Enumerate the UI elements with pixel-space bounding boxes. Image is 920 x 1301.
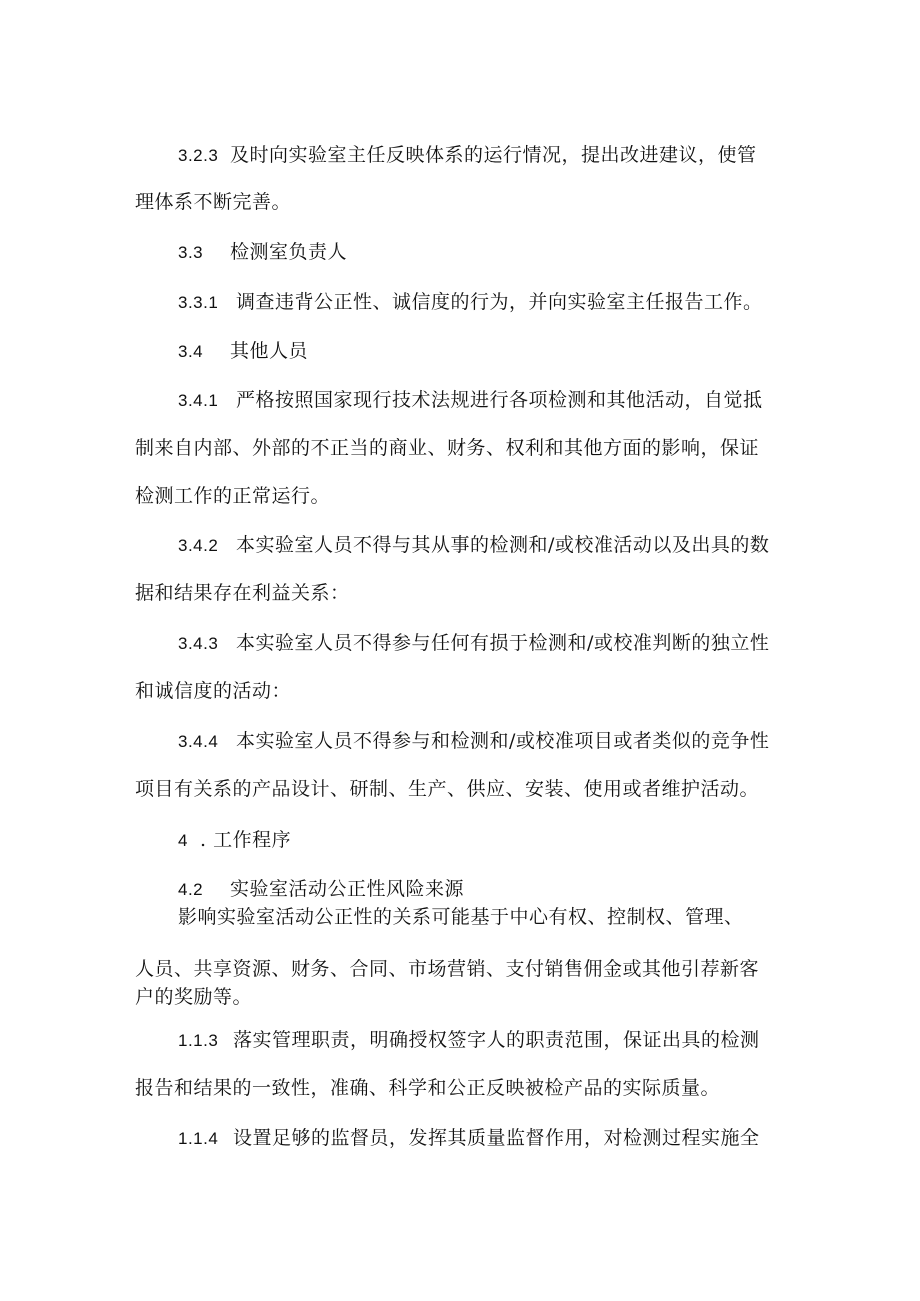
section-number: 3.4.1 (178, 391, 219, 410)
paragraph-3-4-3-line-1 (178, 630, 769, 657)
paragraph-text: 据和结果存在利益关系： (135, 582, 350, 604)
paragraph-text: 人员、共享资源、财务、合同、市场营销、支付销售佣金或其他引荐新客 (135, 958, 760, 980)
heading-text: 其他人员 (230, 340, 309, 362)
paragraph-risk-sources-line-3 (135, 984, 252, 1010)
heading-text: . 工作程序 (200, 829, 292, 851)
paragraph-3-3-1 (178, 289, 763, 316)
paragraph-text: 本实验室人员不得参与任何有损于检测和/或校准判断的独立性 (236, 632, 770, 654)
paragraph-3-4-1-line-3 (135, 483, 330, 509)
heading-4-2 (178, 876, 464, 903)
section-number: 4 (178, 831, 188, 850)
paragraph-text: 报告和结果的一致性，准确、科学和公正反映被检产品的实际质量。 (135, 1077, 721, 1099)
section-number: 4.2 (178, 880, 204, 899)
heading-text: 检测室负责人 (230, 241, 348, 263)
paragraph-1-1-3-line-1 (178, 1027, 760, 1054)
section-number: 3.3 (178, 243, 204, 262)
section-number: 1.1.4 (178, 1129, 219, 1148)
paragraph-risk-sources-line-1 (178, 904, 744, 930)
paragraph-text: 严格按照国家现行技术法规进行各项检测和其他活动，自觉抵 (236, 389, 763, 411)
section-number: 3.4.2 (178, 536, 219, 555)
paragraph-text: 项目有关系的产品设计、研制、生产、供应、安装、使用或者维护活动。 (135, 778, 760, 800)
paragraph-text: 设置足够的监督员，发挥其质量监督作用，对检测过程实施全 (233, 1127, 760, 1149)
paragraph-3-4-4-line-1 (178, 728, 769, 755)
section-number: 3.2.3 (178, 146, 219, 165)
paragraph-risk-sources-line-2 (135, 956, 759, 982)
paragraph-text: 本实验室人员不得参与和检测和/或校准项目或者类似的竞争性 (236, 730, 770, 752)
section-number: 3.3.1 (178, 293, 219, 312)
section-number: 3.4.4 (178, 732, 219, 751)
paragraph-text: 检测工作的正常运行。 (135, 485, 331, 507)
paragraph-text: 本实验室人员不得与其从事的检测和/或校准活动以及出具的数 (236, 534, 770, 556)
paragraph-3-4-2-line-1 (178, 532, 769, 559)
paragraph-text: 落实管理职责，明确授权签字人的职责范围，保证出具的检测 (233, 1029, 760, 1051)
section-number: 3.4 (178, 342, 204, 361)
section-number: 3.4.3 (178, 634, 219, 653)
paragraph-3-4-4-line-2 (135, 776, 759, 802)
paragraph-text: 调查违背公正性、诚信度的行为，并向实验室主任报告工作。 (236, 291, 763, 313)
paragraph-text: 制来自内部、外部的不正当的商业、财务、权利和其他方面的影响，保证 (135, 437, 760, 459)
paragraph-3-4-1-line-1 (178, 387, 763, 414)
paragraph-text: 影响实验室活动公正性的关系可能基于中心有权、控制权、管理、 (178, 906, 744, 928)
heading-3-4 (178, 338, 308, 365)
paragraph-text: 及时向实验室主任反映体系的运行情况，提出改进建议，使管 (230, 144, 757, 166)
paragraph-3-4-2-line-2 (135, 580, 350, 606)
section-number: 1.1.3 (178, 1031, 219, 1050)
paragraph-1-1-3-line-2 (135, 1075, 720, 1101)
paragraph-text: 理体系不断完善。 (135, 191, 292, 213)
heading-3-3 (178, 239, 347, 266)
heading-text: 实验室活动公正性风险来源 (230, 878, 465, 900)
paragraph-3-2-3-line-2 (135, 189, 291, 215)
paragraph-3-4-3-line-2 (135, 678, 291, 704)
paragraph-3-2-3-line-1 (178, 142, 757, 169)
paragraph-3-4-1-line-2 (135, 435, 759, 461)
paragraph-text: 和诚信度的活动： (135, 680, 292, 702)
paragraph-text: 户的奖励等。 (135, 986, 253, 1008)
heading-4 (178, 827, 291, 854)
paragraph-1-1-4-line-1 (178, 1125, 760, 1152)
